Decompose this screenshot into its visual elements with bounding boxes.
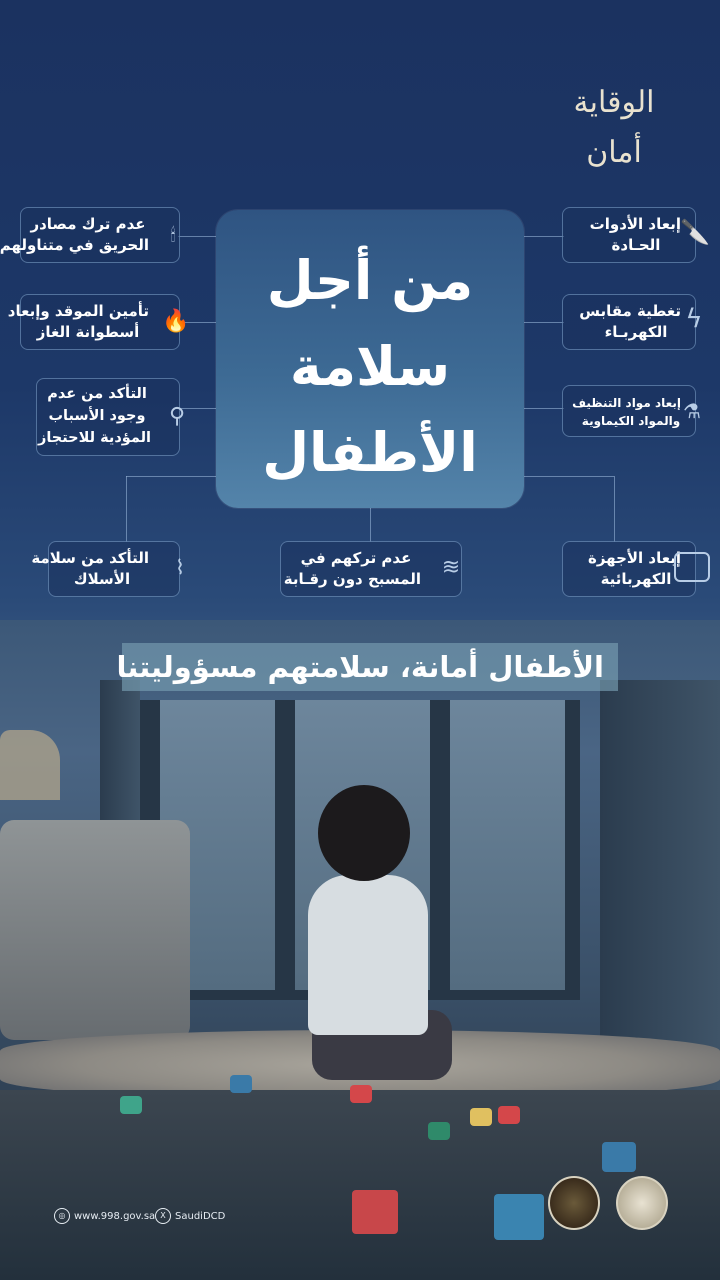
tip-text: الكهربائية: [600, 570, 672, 588]
globe-icon: ◎: [54, 1208, 70, 1224]
toy-block: [498, 1106, 520, 1124]
connector-line: [126, 476, 216, 477]
tip-text: المسبح دون رقـابة: [283, 570, 421, 588]
tip-text: وجود الأسباب: [48, 408, 146, 424]
brand-logo: الوقاية أمان: [573, 85, 655, 170]
tip-sharp-tools: [562, 207, 696, 263]
connector-line: [614, 476, 615, 542]
tip-text: تأمين الموقد وإبعاد: [7, 302, 149, 320]
tip-sockets: [562, 294, 696, 350]
civil-defense-emblem: [548, 1176, 600, 1230]
toy-block: [494, 1194, 544, 1240]
tip-text: تغطية مقابس: [579, 302, 681, 320]
wires-icon: ⌇: [175, 555, 185, 579]
appliance-icon: [674, 552, 710, 582]
toy-block: [602, 1142, 636, 1172]
lamp: [0, 730, 60, 800]
tip-text: إبعاد مواد التنظيف: [572, 396, 681, 410]
title-line: الأطفال: [262, 421, 478, 484]
flame-icon: 🔥: [162, 309, 190, 334]
tip-text: إبعاد الأدوات: [589, 215, 681, 233]
tip-text: والمواد الكيماوية: [581, 414, 681, 428]
connector-line: [524, 408, 564, 409]
tip-text: المؤدية للاحتجاز: [37, 430, 151, 446]
child-head: [318, 785, 410, 881]
toy-block: [230, 1075, 252, 1093]
child-body: [308, 875, 428, 1035]
tip-entrapment: [36, 378, 180, 456]
saudi-emblem: [616, 1176, 668, 1230]
knife-icon: 🔪: [680, 218, 710, 246]
connector-line: [126, 476, 127, 542]
tip-text: إبعاد الأجهزة: [587, 549, 681, 567]
tip-text: عدم ترك مصادر: [30, 215, 146, 233]
lightning-icon: ϟ: [685, 304, 703, 334]
toy-block: [352, 1190, 398, 1234]
title-line: من أجل: [266, 249, 474, 312]
toy-block: [350, 1085, 372, 1103]
window-pane: [450, 700, 565, 990]
tip-text: الكهربـاء: [604, 323, 668, 341]
tip-fire-sources: [0, 207, 180, 263]
social-handle: SaudiDCD: [175, 1211, 226, 1222]
footer-website[interactable]: [54, 1208, 155, 1224]
flask-icon: ⚗: [683, 399, 701, 423]
pool-icon: ≋: [441, 555, 461, 580]
tip-wires: [31, 541, 180, 597]
tip-text: الأسلاك: [73, 570, 131, 588]
tip-text: الحريق في متناولهم: [0, 236, 149, 254]
sofa: [0, 820, 190, 1040]
tip-chemicals: [562, 385, 696, 437]
tip-stove-gas: [7, 294, 180, 350]
candle-icon: 🕯: [170, 225, 176, 246]
slogan-banner: [116, 643, 618, 691]
center-title: [216, 238, 524, 496]
floor: [0, 1090, 720, 1280]
x-icon: X: [155, 1208, 171, 1224]
tip-text: التأكد من سلامة: [31, 549, 149, 567]
tip-text: عدم تركهم في: [300, 549, 412, 567]
tip-text: التأكد من عدم: [47, 386, 147, 402]
toy-block: [428, 1122, 450, 1140]
connector-line: [524, 236, 564, 237]
slogan-text: الأطفال أمانة، سلامتهم مسؤوليتنا: [116, 650, 604, 684]
keyhole-icon: ⚲: [168, 404, 186, 429]
connector-line: [524, 476, 614, 477]
title-line: سلامة: [289, 335, 451, 398]
connector-line: [524, 322, 564, 323]
toy-block: [120, 1096, 142, 1114]
website-text: www.998.gov.sa: [74, 1211, 156, 1222]
tip-text: الحـادة: [611, 236, 661, 254]
tip-text: أسطوانة الغاز: [36, 323, 140, 341]
footer-social[interactable]: [155, 1208, 225, 1224]
toy-block: [470, 1108, 492, 1126]
connector-line: [370, 508, 371, 542]
